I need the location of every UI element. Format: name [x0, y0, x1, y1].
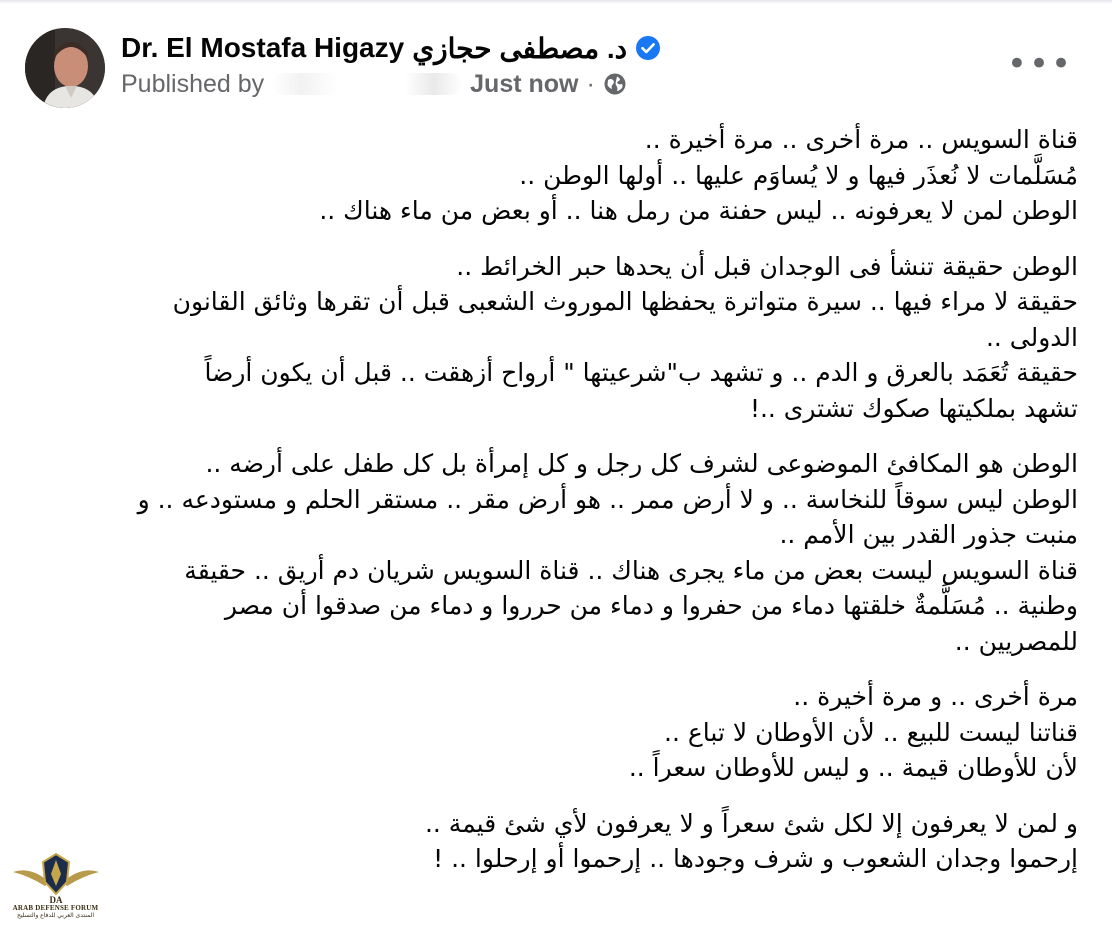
post-line: إرحموا وجدان الشعوب و شرف وجودها .. إرحموا أو إرحلوا .. !	[433, 844, 1078, 873]
post-line: للمصريين ..	[954, 626, 1078, 656]
avatar-photo	[25, 28, 105, 108]
published-by-label: Published by	[121, 69, 265, 98]
watermark-monogram: DA	[49, 895, 62, 904]
post-line: منبت جذور القدر بين الأمم ..	[779, 520, 1078, 549]
post-line: تشهد بملكيتها صكوك تشترى ..!	[749, 393, 1078, 423]
author-avatar[interactable]	[25, 28, 105, 108]
author-name-ar[interactable]: د. مصطفى حجازي	[412, 32, 628, 64]
post-line: حقيقة تُعَمَد بالعرق و الدم .. و تشهد ب"شرعيتها " أرواح أزهقت .. قبل أن يكون أرضاً	[204, 358, 1078, 387]
publisher-name-redacted	[272, 73, 462, 95]
post-meta	[121, 66, 627, 102]
post-line: و لمن لا يعرفون إلا لكل شئ سعراً و لا يعرفون لأي شئ قيمة ..	[424, 808, 1078, 838]
post-line: قناتنا ليست للبيع .. لأن الأوطان لا تباع ..	[664, 717, 1078, 747]
post-line: وطنية .. مُسَلَّمةٌ خلقتها دماء من حفروا و دماء من حرروا و دماء من صدقوا أن مصر	[224, 591, 1078, 620]
post-line: مرة أخرى .. و مرة أخيرة ..	[793, 682, 1078, 711]
post-line: الوطن ليس سوقاً للنخاسة .. و لا أرض ممر .. هو أرض مقر .. مستقر الحلم و مستودعه .. و	[137, 484, 1078, 514]
post-line: مُسَلَّمات لا نُعذَر فيها و لا يُساوَم عليها .. أولها الوطن ..	[519, 160, 1078, 190]
post-line: الدولى ..	[985, 322, 1078, 352]
post-line: الوطن هو المكافئ الموضوعى لشرف كل رجل و كل إمرأة بل كل طفل على أرضه ..	[205, 449, 1078, 478]
top-edge	[0, 0, 1112, 4]
watermark-name-en: ARAB DEFENSE FORUM	[12, 904, 99, 912]
paragraph-5	[20, 806, 1078, 877]
paragraph-1	[20, 122, 1078, 229]
post-line: حقيقة لا مراء فيها .. سيرة متواترة يحفظها الموروث الشعبى قبل أن تقرها وثائق القانون	[172, 287, 1078, 316]
post-line: الوطن لمن لا يعرفونه .. ليس حفنة من رمل هنا .. أو بعض من ماء هناك ..	[319, 196, 1078, 225]
post-timestamp[interactable]: Just now	[470, 69, 579, 98]
globe-icon[interactable]	[603, 72, 627, 96]
more-options-icon[interactable]: •••	[1006, 44, 1074, 84]
watermark-name-ar: المنتدى العربي للدفاع والتسليح	[17, 912, 94, 919]
verified-badge-icon	[635, 35, 661, 61]
post-body	[20, 122, 1078, 897]
post-line: لأن للأوطان قيمة .. و ليس للأوطان سعراً ..	[628, 753, 1078, 782]
meta-separator: ·	[586, 69, 595, 98]
watermark-logo	[8, 852, 103, 930]
post-line: الوطن حقيقة تنشأ فى الوجدان قبل أن يحدها حبر الخرائط ..	[456, 251, 1078, 281]
author-name-en[interactable]: Dr. El Mostafa Higazy	[121, 32, 405, 63]
paragraph-3	[20, 446, 1078, 659]
post-line: قناة السويس .. مرة أخرى .. مرة أخيرة ..	[644, 125, 1078, 154]
author-line	[121, 28, 661, 68]
post-line: قناة السويس ليست بعض من ماء يجرى هناك .. قناة السويس شريان دم أريق .. حقيقة	[184, 555, 1078, 585]
paragraph-2	[20, 249, 1078, 427]
forum-emblem-icon	[11, 852, 101, 904]
paragraph-4	[20, 679, 1078, 786]
